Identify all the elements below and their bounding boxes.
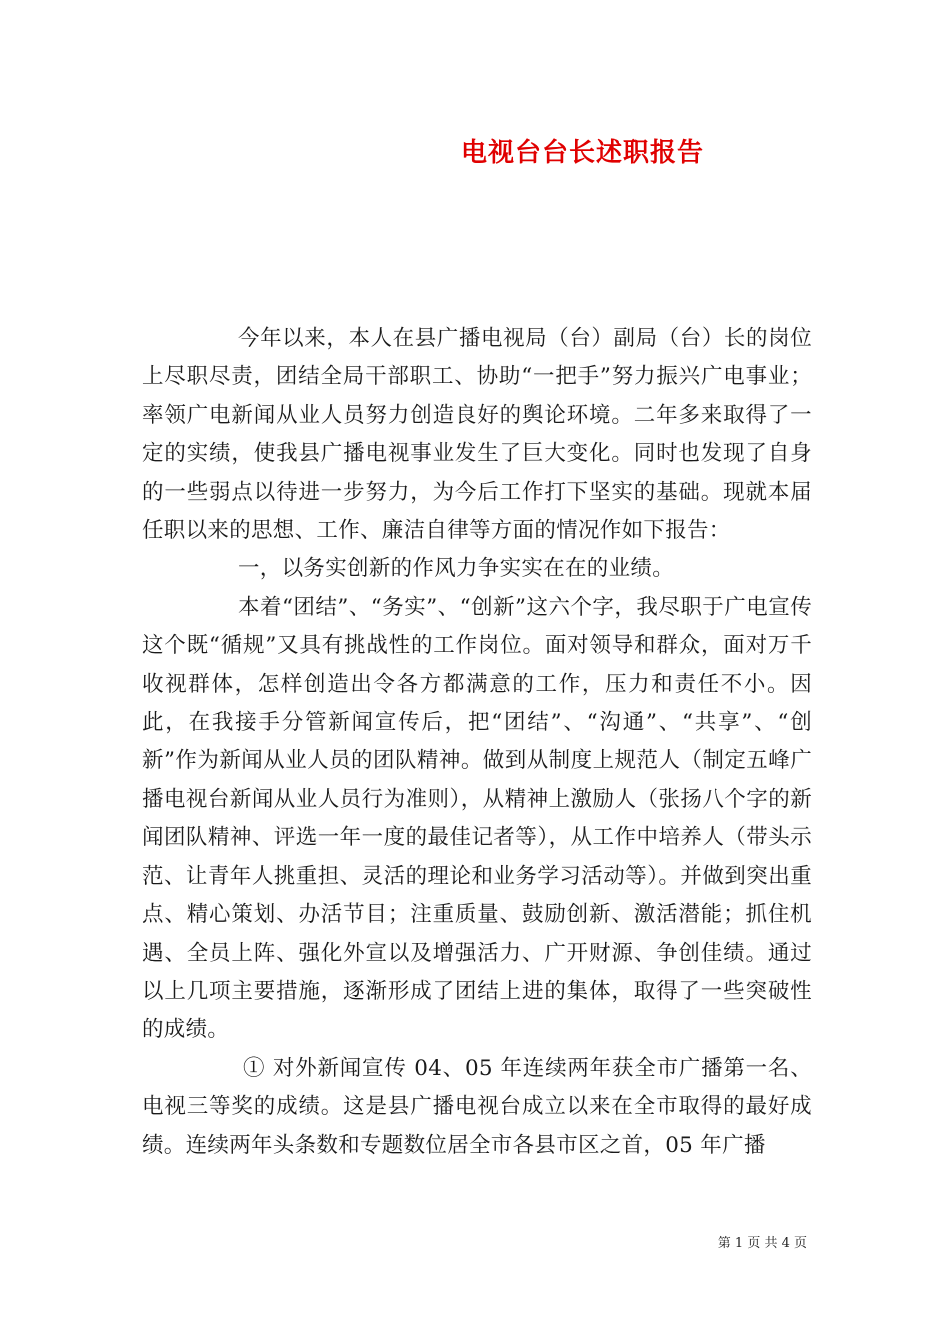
paragraph-section-1: 本着“团结”、“务实”、“创新”这六个字，我尽职于广电宣传这个既“循规”又具有挑战性的工作岗位。面对领导和群众，面对万千收视群体，怎样创造出令各方都满意的工作，压力和责任不小。因此，在我接手分管新闻宣传后，把“团结”、“沟通”、“共享”、“创新”作为新闻从业人员的团队精神。做到从制度上规范人（制定五峰广播电视台新闻从业人员行为准则），从精神上激励人（张扬八个字的新闻团队精神、评选一年一度的最佳记者等），从工作中培养人（带头示范、让青年人挑重担、灵活的理论和业务学习活动等）。并做到突出重点、精心策划、办活节目；注重质量、鼓励创新、激活潜能；抓住机遇、全员上阵、强化外宣以及增强活力、广开财源、争创佳绩。通过以上几项主要措施，逐渐形成了团结上进的集体，取得了一些突破性的成绩。 bbox=[142, 594, 812, 1043]
paragraph-achievement-1: ① 对外新闻宣传 04、05 年连续两年获全市广播第一名、电视三等奖的成绩。这是县广播电视台成立以来在全市取得的最好成绩。连续两年头条数和专题数位居全市各县市区之首，05 年广播 bbox=[142, 1055, 812, 1158]
section-heading-1: 一，以务实创新的作风力争实实在在的业绩。 bbox=[238, 556, 675, 582]
document-title: 电视台台长述职报告 bbox=[460, 138, 704, 168]
document-body bbox=[142, 320, 812, 1165]
page-number-footer: 第 1 页 共 4 页 bbox=[717, 1236, 807, 1251]
paragraph-intro: 今年以来，本人在县广播电视局（台）副局（台）长的岗位上尽职尽责，团结全局干部职工、协助“一把手”努力振兴广电事业；率领广电新闻从业人员努力创造良好的舆论环境。二年多来取得了一定的实绩，使我县广播电视事业发生了巨大变化。同时也发现了自身的一些弱点以待进一步努力，为今后工作打下坚实的基础。现就本届任职以来的思想、工作、廉洁自律等方面的情况作如下报告： bbox=[142, 326, 812, 544]
